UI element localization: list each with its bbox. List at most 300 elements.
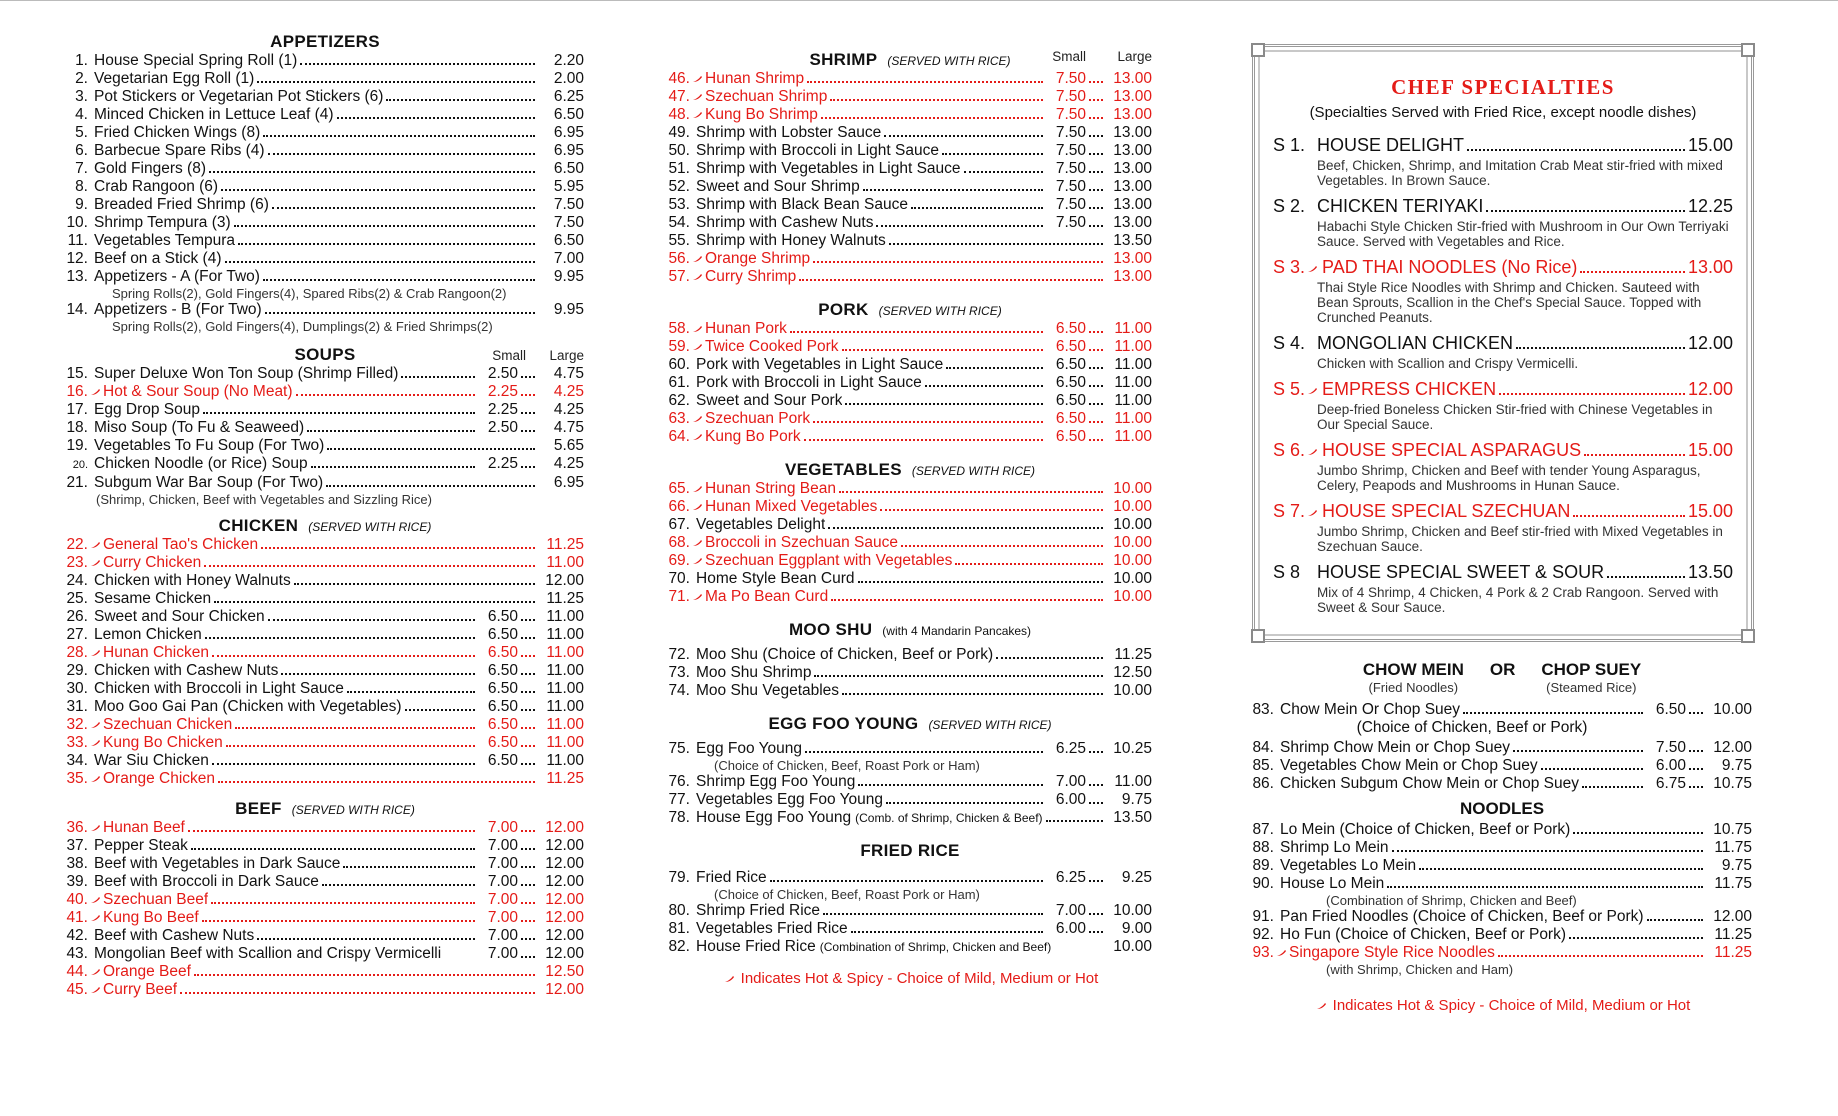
- chef-price: 15.00: [1687, 501, 1733, 521]
- dot-leader: [268, 619, 475, 621]
- price-large: 12.00: [545, 855, 584, 872]
- price: 5.95: [553, 178, 584, 195]
- dot-leader: [214, 601, 535, 603]
- item-number: 72.: [668, 646, 690, 663]
- section-note: (SERVED WITH RICE): [308, 520, 432, 534]
- item-name: Shrimp Fried Rice: [696, 902, 821, 919]
- price-large: 11.00: [546, 734, 584, 751]
- dot-leader: [265, 312, 535, 314]
- chopsuey-heading: [1541, 660, 1641, 695]
- item-name: Twice Cooked Pork: [705, 338, 839, 355]
- section-note: (SERVED WITH RICE): [887, 54, 1011, 68]
- item-name: Hunan String Bean: [705, 480, 836, 497]
- item-number: 32.: [66, 716, 88, 733]
- menu-item: [66, 124, 584, 142]
- chef-code: S 8: [1273, 562, 1301, 582]
- section-title: CHICKEN: [218, 516, 299, 535]
- chef-price: 12.00: [1687, 379, 1733, 399]
- price-small: 6.50: [487, 716, 518, 733]
- appetizers-header: [66, 30, 584, 52]
- size-headers: [1046, 49, 1152, 64]
- price-small: 7.50: [1055, 178, 1086, 195]
- price-large: 11.00: [546, 626, 584, 643]
- dot-leader: [1089, 439, 1103, 441]
- item-number: 7.: [75, 160, 88, 177]
- price: 10.00: [1113, 480, 1152, 497]
- pepper-icon: [692, 93, 703, 101]
- dot-leader: [830, 99, 1043, 101]
- item-name: Barbecue Spare Ribs (4): [94, 142, 265, 159]
- chef-item: [1255, 379, 1751, 432]
- dot-leader: [521, 412, 535, 414]
- menu-item: [66, 554, 584, 572]
- price-small: 7.00: [487, 837, 518, 854]
- item-name: Mongolian Beef with Scallion and Crispy Vermicelli: [94, 945, 442, 962]
- dot-leader: [1089, 367, 1103, 369]
- menu-item: [66, 572, 584, 590]
- price-small: 7.50: [1055, 160, 1086, 177]
- dot-leader: [1499, 393, 1685, 395]
- item-number: 12.: [66, 250, 88, 267]
- item-number: 38.: [66, 855, 88, 872]
- dot-leader: [1089, 225, 1103, 227]
- item-number: 29.: [66, 662, 88, 679]
- dot-leader: [300, 63, 535, 65]
- price: 12.50: [545, 963, 584, 980]
- menu-item: [66, 770, 584, 788]
- chef-item-name: HOUSE SPECIAL SZECHUAN: [1322, 501, 1571, 521]
- dot-leader: [858, 784, 1043, 786]
- dot-leader: [221, 189, 535, 191]
- item-number: 41.: [66, 909, 88, 926]
- frame-corner: [1251, 43, 1265, 57]
- dot-leader: [521, 727, 535, 729]
- dot-leader: [194, 974, 535, 976]
- price: 11.00: [546, 554, 584, 571]
- menu-item: [668, 552, 1152, 570]
- price-small: 7.00: [487, 873, 518, 890]
- chef-item-row: [1273, 440, 1733, 461]
- item-number: 35.: [66, 770, 88, 787]
- price-large: 12.00: [545, 927, 584, 944]
- section-title: PORK: [818, 300, 869, 319]
- chef-item-name: HOUSE DELIGHT: [1317, 135, 1465, 155]
- item-number: 18.: [66, 419, 88, 436]
- pepper-icon: [90, 914, 101, 922]
- item-name: General Tao's Chicken: [103, 536, 259, 553]
- price: 10.00: [1113, 588, 1152, 605]
- item-number: 87.: [1252, 821, 1274, 838]
- price-large: 11.00: [1114, 428, 1152, 445]
- item-name: War Siu Chicken: [94, 752, 209, 769]
- menu-item: [66, 250, 584, 268]
- item-number: 71.: [668, 588, 690, 605]
- chef-code: S 1.: [1273, 135, 1306, 155]
- item-name: Appetizers - B (For Two): [94, 301, 262, 318]
- price: 10.00: [1113, 534, 1152, 551]
- item-name: Moo Shu Vegetables: [696, 682, 840, 699]
- menu-item: [66, 365, 584, 383]
- menu-item: [668, 773, 1152, 791]
- large-label: Large: [549, 348, 584, 363]
- chef-item-row: [1273, 333, 1733, 354]
- price: 10.00: [1113, 682, 1152, 699]
- item-name: Pan Fried Noodles (Choice of Chicken, Beef or Pork): [1280, 908, 1644, 925]
- dot-leader: [1607, 576, 1685, 578]
- chef-specialties-box: [1252, 44, 1754, 642]
- pepper-icon: [1316, 1002, 1327, 1010]
- item-number: 57.: [668, 268, 690, 285]
- item-number: 34.: [66, 752, 88, 769]
- item-name: Sweet and Sour Shrimp: [696, 178, 860, 195]
- chef-description: Habachi Style Chicken Stir-fried with Mushroom in Our Own Terriyaki Sauce. Served with Vegetables and Rice.: [1317, 219, 1729, 249]
- dot-leader: [521, 884, 535, 886]
- frame-corner: [1741, 629, 1755, 643]
- chicken-list: [66, 536, 584, 788]
- price-large: 11.00: [546, 698, 584, 715]
- price-large: 13.00: [1113, 196, 1152, 213]
- price-small: 6.00: [1055, 920, 1086, 937]
- menu-item: [66, 752, 584, 770]
- dot-leader: [770, 880, 1043, 882]
- menu-item: [66, 716, 584, 734]
- pork-list: [668, 320, 1152, 446]
- price-small: 7.00: [1055, 773, 1086, 790]
- dot-leader: [521, 655, 535, 657]
- dot-leader: [1089, 99, 1103, 101]
- chowmein-heading: [1363, 660, 1464, 695]
- hot-spicy-legend: [668, 970, 1152, 987]
- price-small: 6.75: [1655, 775, 1686, 792]
- dot-leader: [211, 902, 475, 904]
- chopsuey-title: CHOP SUEY: [1541, 660, 1642, 679]
- chowmein-noodles-section: [1252, 660, 1752, 1014]
- dot-leader: [1089, 117, 1103, 119]
- price-large: 4.25: [553, 401, 584, 418]
- item-number: 22.: [66, 536, 88, 553]
- dot-leader: [823, 913, 1043, 915]
- pork-header: [668, 294, 1152, 320]
- menu-item: [668, 356, 1152, 374]
- item-name: Hunan Mixed Vegetables: [705, 498, 878, 515]
- menu-item: [668, 588, 1152, 606]
- price: 13.50: [1113, 809, 1152, 826]
- price: 2.20: [553, 52, 584, 69]
- menu-item: [668, 250, 1152, 268]
- item-name: Beef on a Stick (4): [94, 250, 222, 267]
- item-name: Curry Chicken: [103, 554, 202, 571]
- chowmein-subtitle: (Fried Noodles): [1368, 680, 1459, 695]
- dot-leader: [294, 583, 535, 585]
- dot-leader: [946, 367, 1043, 369]
- price: 13.00: [1113, 268, 1152, 285]
- item-name: Vegetables Tempura: [94, 232, 236, 249]
- item-number: 13.: [66, 268, 88, 285]
- item-number: 53.: [668, 196, 690, 213]
- item-name: Szechuan Chicken: [103, 716, 233, 733]
- dot-leader: [1089, 802, 1103, 804]
- item-number: 1.: [75, 52, 88, 69]
- menu-item: [66, 70, 584, 88]
- menu-item: [668, 740, 1152, 758]
- dot-leader: [880, 509, 1103, 511]
- chef-title: CHEF SPECIALTIES: [1391, 75, 1615, 99]
- menu-item: [66, 106, 584, 124]
- dot-leader: [203, 412, 475, 414]
- chowmein-list: [1252, 701, 1752, 793]
- item-number: 20.: [72, 459, 88, 471]
- price-large: 11.00: [1114, 374, 1152, 391]
- price: 11.25: [1714, 926, 1752, 943]
- item-name: Moo Shu Shrimp: [696, 664, 812, 681]
- menu-item: [66, 662, 584, 680]
- item-name: Lo Mein (Choice of Chicken, Beef or Pork): [1280, 821, 1571, 838]
- item-name: Vegetarian Egg Roll (1): [94, 70, 255, 87]
- dot-leader: [226, 745, 475, 747]
- item-name: Chicken with Cashew Nuts: [94, 662, 279, 679]
- choice-line: (Choice of Chicken, Beef or Pork): [1356, 719, 1588, 736]
- dot-leader: [281, 673, 475, 675]
- menu-item: [66, 819, 584, 837]
- menu-item: [1252, 701, 1752, 719]
- dot-leader: [1573, 832, 1703, 834]
- dot-leader: [347, 691, 475, 693]
- price-large: 4.75: [553, 419, 584, 436]
- item-number: 43.: [66, 945, 88, 962]
- menu-item: [668, 902, 1152, 920]
- pepper-icon: [692, 255, 703, 263]
- dot-leader: [1689, 750, 1703, 752]
- dot-leader: [1486, 210, 1685, 212]
- price: 12.00: [545, 572, 584, 589]
- price-small: 6.50: [1055, 356, 1086, 373]
- item-number: 56.: [668, 250, 690, 267]
- dot-leader: [1089, 880, 1103, 882]
- dot-leader: [1573, 515, 1685, 517]
- item-name: Chicken with Broccoli in Light Sauce: [94, 680, 344, 697]
- item-name: Ma Po Bean Curd: [705, 588, 829, 605]
- dot-leader: [1089, 153, 1103, 155]
- frame-corner: [1251, 629, 1265, 643]
- dot-leader: [1689, 712, 1703, 714]
- price-small: 6.50: [487, 680, 518, 697]
- item-name: Pot Stickers or Vegetarian Pot Stickers (6): [94, 88, 384, 105]
- item-number: 2.: [75, 70, 88, 87]
- menu-item: [66, 301, 584, 319]
- dot-leader: [521, 637, 535, 639]
- menu-item: [668, 791, 1152, 809]
- dot-leader: [964, 171, 1043, 173]
- item-extra: (Comb. of Shrimp, Chicken & Beef): [855, 811, 1043, 825]
- dot-leader: [1392, 850, 1703, 852]
- dot-leader: [1582, 786, 1643, 788]
- item-note: (Choice of Chicken, Beef, Roast Pork or Ham): [714, 887, 980, 902]
- item-note: (Combination of Shrimp, Chicken and Beef): [1326, 893, 1577, 908]
- item-number: 76.: [668, 773, 690, 790]
- item-number: 92.: [1252, 926, 1274, 943]
- item-name: Beef with Vegetables in Dark Sauce: [94, 855, 341, 872]
- pepper-icon: [692, 539, 703, 547]
- dot-leader: [1584, 454, 1685, 456]
- price: 7.00: [553, 250, 584, 267]
- item-number: 63.: [668, 410, 690, 427]
- item-name: Sweet and Sour Chicken: [94, 608, 265, 625]
- dot-leader: [1513, 750, 1643, 752]
- dot-leader: [218, 781, 535, 783]
- price-large: 11.00: [1114, 356, 1152, 373]
- menu-item: [66, 52, 584, 70]
- chef-description: Beef, Chicken, Shrimp, and Imitation Crab Meat stir-fried with mixed Vegetables. In Brown Sauce.: [1317, 158, 1723, 188]
- item-name: Curry Beef: [103, 981, 178, 998]
- dot-leader: [263, 279, 535, 281]
- price: 9.95: [553, 268, 584, 285]
- price-small: 7.00: [487, 945, 518, 962]
- noodles-title: NOODLES: [1459, 799, 1545, 818]
- menu-item: [66, 142, 584, 160]
- chef-item: [1255, 440, 1751, 493]
- price-small: 6.50: [1055, 410, 1086, 427]
- dot-leader: [337, 117, 535, 119]
- item-number: 89.: [1252, 857, 1274, 874]
- chef-price: 12.25: [1687, 196, 1733, 216]
- menu-item: [668, 570, 1152, 588]
- price: 12.00: [1713, 908, 1752, 925]
- chef-item-name: HOUSE SPECIAL SWEET & SOUR: [1317, 562, 1605, 582]
- item-number: 25.: [66, 590, 88, 607]
- pepper-icon: [692, 433, 703, 441]
- price-small: 6.50: [1055, 338, 1086, 355]
- dot-leader: [842, 693, 1103, 695]
- item-name: Chicken with Honey Walnuts: [94, 572, 291, 589]
- price-large: 11.00: [546, 716, 584, 733]
- item-name: Shrimp with Vegetables in Light Sauce: [696, 160, 961, 177]
- price: 7.50: [553, 196, 584, 213]
- price: 6.95: [553, 142, 584, 159]
- pepper-icon: [1276, 949, 1287, 957]
- dot-leader: [842, 349, 1043, 351]
- price-large: 13.00: [1113, 178, 1152, 195]
- dot-leader: [1089, 349, 1103, 351]
- price-small: 7.00: [487, 909, 518, 926]
- item-name: Beef with Cashew Nuts: [94, 927, 255, 944]
- price-large: 13.00: [1113, 70, 1152, 87]
- dot-leader: [1089, 207, 1103, 209]
- menu-item: [66, 855, 584, 873]
- item-number: 40.: [66, 891, 88, 908]
- pepper-icon: [90, 896, 101, 904]
- dot-leader: [863, 189, 1043, 191]
- price: 11.25: [546, 590, 584, 607]
- chicken-header: [66, 510, 584, 536]
- item-note: Spring Rolls(2), Gold Fingers(4), Spared Ribs(2) & Crab Rangoon(2): [112, 286, 507, 301]
- price-large: 12.00: [545, 891, 584, 908]
- menu-item: [66, 160, 584, 178]
- dot-leader: [889, 243, 1103, 245]
- dot-leader: [1089, 135, 1103, 137]
- item-name: Shrimp Lo Mein: [1280, 839, 1389, 856]
- menu-item: [668, 374, 1152, 392]
- price: 10.00: [1113, 516, 1152, 533]
- price: 11.75: [1714, 839, 1752, 856]
- item-name: Chicken Subgum Chow Mein or Chop Suey: [1280, 775, 1579, 792]
- item-name: Shrimp with Cashew Nuts: [696, 214, 874, 231]
- price-small: 7.50: [1055, 214, 1086, 231]
- dot-leader: [804, 439, 1043, 441]
- dot-leader: [1647, 919, 1703, 921]
- chef-list: [1255, 135, 1751, 615]
- item-name: Chicken Noodle (or Rice) Soup: [94, 455, 308, 472]
- dot-leader: [521, 763, 535, 765]
- dot-leader: [225, 261, 535, 263]
- price-small: 2.25: [487, 401, 518, 418]
- soups-list: [66, 365, 584, 507]
- price-large: 9.75: [1121, 791, 1152, 808]
- item-number: 23.: [66, 554, 88, 571]
- item-number: 33.: [66, 734, 88, 751]
- price-large: 11.00: [1114, 410, 1152, 427]
- dot-leader: [790, 331, 1043, 333]
- menu-item: [66, 680, 584, 698]
- price-large: 11.00: [1114, 338, 1152, 355]
- item-number: 83.: [1252, 701, 1274, 718]
- chef-price: 13.50: [1687, 562, 1733, 582]
- price-large: 9.00: [1121, 920, 1152, 937]
- item-number: 58.: [668, 320, 690, 337]
- menu-item: [668, 480, 1152, 498]
- item-name: Egg Drop Soup: [94, 401, 200, 418]
- menu-item: [66, 590, 584, 608]
- item-name: House Egg Foo Young: [696, 809, 852, 826]
- menu-item: [668, 88, 1152, 106]
- menu-item: [1252, 839, 1752, 857]
- item-name: Orange Chicken: [103, 770, 216, 787]
- dot-leader: [1689, 768, 1703, 770]
- section-note: (with 4 Mandarin Pancakes): [882, 624, 1032, 638]
- menu-item: [1252, 875, 1752, 893]
- item-number: 44.: [66, 963, 88, 980]
- price-large: 12.00: [545, 819, 584, 836]
- item-number: 24.: [66, 572, 88, 589]
- dot-leader: [521, 394, 535, 396]
- price-large: 4.75: [553, 365, 584, 382]
- price-small: 7.50: [1055, 106, 1086, 123]
- item-name: Kung Bo Chicken: [103, 734, 223, 751]
- shrimp-header: [668, 44, 1152, 70]
- price: 10.00: [1113, 498, 1152, 515]
- dot-leader: [1580, 271, 1685, 273]
- chef-code: S 5.: [1273, 379, 1306, 399]
- chef-item-name: EMPRESS CHICKEN: [1322, 379, 1497, 399]
- item-number: 10.: [66, 214, 88, 231]
- price-large: 9.75: [1721, 757, 1752, 774]
- price-small: 7.50: [1055, 196, 1086, 213]
- menu-item: [66, 963, 584, 981]
- price-small: 7.00: [1055, 902, 1086, 919]
- item-number: 64.: [668, 428, 690, 445]
- dot-leader: [521, 376, 535, 378]
- item-number: 80.: [668, 902, 690, 919]
- section-title: SOUPS: [294, 345, 356, 364]
- menu-item: [66, 608, 584, 626]
- dot-leader: [1089, 171, 1103, 173]
- item-name: Singapore Style Rice Noodles: [1289, 944, 1495, 961]
- item-number: 48.: [668, 106, 690, 123]
- menu-item: [66, 927, 584, 945]
- menu-item: [668, 232, 1152, 250]
- item-name: Kung Bo Shrimp: [705, 106, 818, 123]
- item-number: 19.: [66, 437, 88, 454]
- item-number: 27.: [66, 626, 88, 643]
